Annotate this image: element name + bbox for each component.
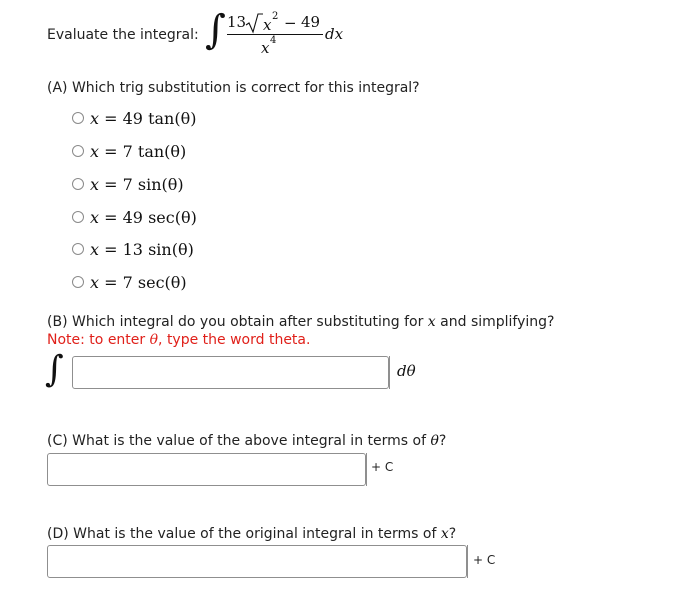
part-b-note: Note: to enter θ, type the word theta. xyxy=(47,332,311,348)
part-c-question: (C) What is the value of the above integral in terms of θ? xyxy=(47,433,447,449)
denominator-var: x xyxy=(261,39,270,57)
part-d-question: (D) What is the value of the original integral in terms of x? xyxy=(47,526,457,542)
option-a6[interactable]: x = 7 sec(θ) xyxy=(72,271,187,293)
part-b-question: (B) Which integral do you obtain after substituting for x and simplifying? xyxy=(47,314,555,330)
option-a4[interactable]: x = 49 sec(θ) xyxy=(72,206,197,228)
integral-expression xyxy=(205,6,355,62)
option-a5[interactable]: x = 13 sin(θ) xyxy=(72,238,194,260)
radicand-minus: − xyxy=(284,14,297,32)
input-divider xyxy=(366,453,367,486)
option-a3[interactable]: x = 7 sin(θ) xyxy=(72,173,184,195)
input-divider xyxy=(467,545,468,578)
denominator-exponent: 4 xyxy=(270,35,277,46)
part-c-plus-c: + C xyxy=(371,460,394,474)
radio-button[interactable] xyxy=(72,145,84,157)
radio-button[interactable] xyxy=(72,243,84,255)
part-c-answer-input[interactable] xyxy=(47,453,366,486)
radicand-var: x xyxy=(263,16,272,34)
part-a-question: (A) Which trig substitution is correct for this integral? xyxy=(47,80,420,96)
radicand-constant: 49 xyxy=(301,13,321,31)
integral-sign: ∫ xyxy=(205,7,226,53)
radical-icon xyxy=(245,12,263,34)
radio-button[interactable] xyxy=(72,211,84,223)
part-b-answer-input[interactable] xyxy=(72,356,389,389)
input-divider xyxy=(389,356,390,389)
radio-button[interactable] xyxy=(72,276,84,288)
numerator-coefficient: 13 xyxy=(227,13,247,31)
part-b-integral-sign: ∫ xyxy=(45,349,64,390)
option-a1[interactable]: x = 49 tan(θ) xyxy=(72,107,196,129)
radio-button[interactable] xyxy=(72,112,84,124)
part-d-plus-c: + C xyxy=(473,553,496,567)
radio-button[interactable] xyxy=(72,178,84,190)
radicand-exponent: 2 xyxy=(272,11,279,22)
part-b-differential: dθ xyxy=(397,362,416,380)
part-d-answer-input[interactable] xyxy=(47,545,467,578)
differential-dx: dx xyxy=(325,25,344,43)
option-a2[interactable]: x = 7 tan(θ) xyxy=(72,140,186,162)
prompt-label: Evaluate the integral: xyxy=(47,27,199,43)
